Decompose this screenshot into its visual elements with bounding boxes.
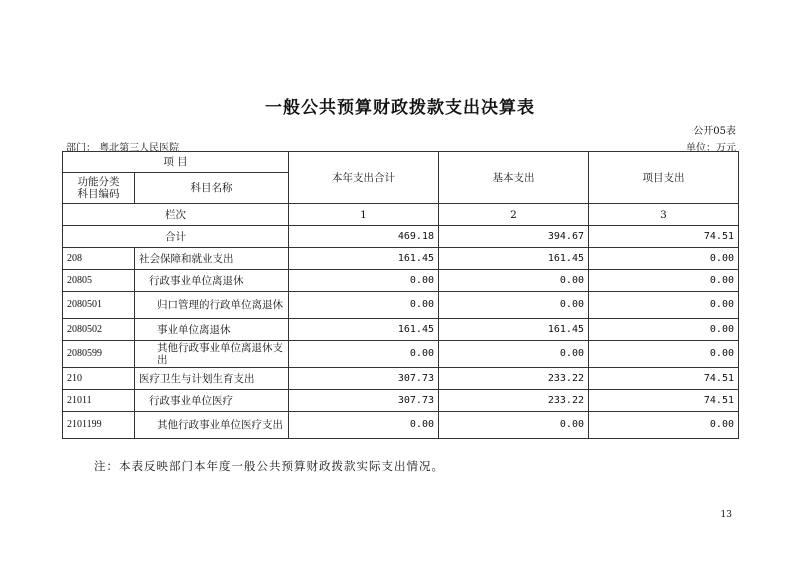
page-title: 一般公共预算财政拨款支出决算表 — [265, 98, 535, 118]
col-index-1: 1 — [289, 204, 439, 226]
table-row — [63, 319, 739, 341]
row-basic: 233.22 — [439, 390, 589, 412]
row-name: 其他行政事业单位离退休支出 — [135, 341, 289, 368]
table-row — [63, 368, 739, 390]
column-index-row — [63, 204, 739, 226]
lanci-label: 栏次 — [63, 204, 289, 226]
header-basic: 基本支出 — [439, 152, 589, 204]
row-project: 0.00 — [589, 248, 739, 270]
row-total: 0.00 — [289, 270, 439, 292]
header-subject-name: 科目名称 — [135, 173, 289, 204]
row-total: 161.45 — [289, 319, 439, 341]
row-basic: 0.00 — [439, 292, 589, 319]
row-project: 74.51 — [589, 390, 739, 412]
department-label: 部门： 粤北第三人民医院 — [66, 143, 180, 154]
row-basic: 0.00 — [439, 412, 589, 439]
header-project: 项 目 — [63, 152, 289, 173]
row-project: 0.00 — [589, 270, 739, 292]
row-basic: 0.00 — [439, 270, 589, 292]
row-project: 0.00 — [589, 341, 739, 368]
row-name: 行政事业单位离退休 — [135, 270, 289, 292]
expenditure-table — [62, 151, 739, 439]
table-row — [63, 248, 739, 270]
row-code: 2080599 — [63, 341, 135, 368]
row-basic: 233.22 — [439, 368, 589, 390]
row-name: 行政事业单位医疗 — [135, 390, 289, 412]
table-row — [63, 412, 739, 439]
row-total: 0.00 — [289, 412, 439, 439]
row-basic: 161.45 — [439, 319, 589, 341]
row-code: 208 — [63, 248, 135, 270]
row-name: 社会保障和就业支出 — [135, 248, 289, 270]
total-row — [63, 226, 739, 248]
row-basic: 0.00 — [439, 341, 589, 368]
row-project: 0.00 — [589, 412, 739, 439]
row-code: 210 — [63, 368, 135, 390]
header-row-1 — [63, 152, 739, 173]
unit-label: 单位：万元 — [686, 143, 736, 154]
row-total: 307.73 — [289, 368, 439, 390]
header-total: 本年支出合计 — [289, 152, 439, 204]
row-code: 20805 — [63, 270, 135, 292]
row-name: 医疗卫生与计划生育支出 — [135, 368, 289, 390]
row-name: 其他行政事业单位医疗支出 — [135, 412, 289, 439]
row-name: 事业单位离退休 — [135, 319, 289, 341]
table-body — [63, 152, 739, 439]
row-project: 74.51 — [589, 368, 739, 390]
row-code: 2080502 — [63, 319, 135, 341]
row-name: 归口管理的行政单位离退休 — [135, 292, 289, 319]
header-project-expense: 项目支出 — [589, 152, 739, 204]
col-index-3: 3 — [589, 204, 739, 226]
table-row — [63, 390, 739, 412]
table-row — [63, 341, 739, 368]
col-index-2: 2 — [439, 204, 589, 226]
row-basic: 161.45 — [439, 248, 589, 270]
total-label: 合计 — [63, 226, 289, 248]
header-func-code: 功能分类 科目编码 — [63, 173, 135, 204]
row-total: 307.73 — [289, 390, 439, 412]
table-note: 注：本表反映部门本年度一般公共预算财政拨款实际支出情况。 — [94, 459, 444, 473]
table-row — [63, 292, 739, 319]
page-number: 13 — [720, 510, 732, 520]
row-code: 21011 — [63, 390, 135, 412]
row-total: 0.00 — [289, 292, 439, 319]
row-code: 2101199 — [63, 412, 135, 439]
total-basic: 394.67 — [439, 226, 589, 248]
table-row — [63, 270, 739, 292]
form-code: 公开05表 — [693, 126, 736, 137]
row-code: 2080501 — [63, 292, 135, 319]
row-project: 0.00 — [589, 292, 739, 319]
row-project: 0.00 — [589, 319, 739, 341]
total-project: 74.51 — [589, 226, 739, 248]
row-total: 161.45 — [289, 248, 439, 270]
row-total: 0.00 — [289, 341, 439, 368]
total-total: 469.18 — [289, 226, 439, 248]
